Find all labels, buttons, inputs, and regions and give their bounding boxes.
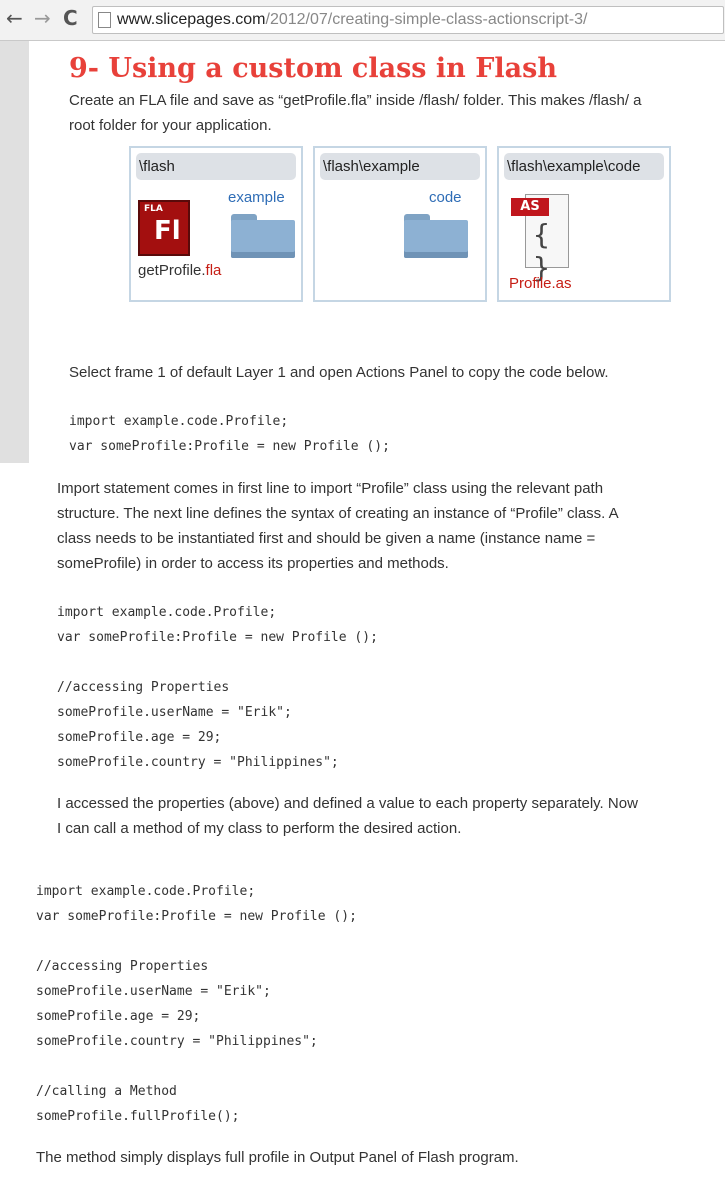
- code-line: import example.code.Profile;: [57, 605, 277, 620]
- subfolder-label: example: [228, 189, 285, 206]
- code-line: //accessing Properties: [57, 680, 230, 695]
- folder-panel-code: [497, 146, 671, 302]
- code-line: var someProfile:Profile = new Profile ();: [69, 439, 390, 454]
- closing-text: The method simply displays full profile in Output Panel of Flash program.: [36, 1149, 519, 1166]
- code-line: [36, 929, 357, 954]
- code-line: someProfile.age = 29;: [36, 1009, 201, 1024]
- url-host: www.slicepages.com: [117, 11, 266, 28]
- address-bar[interactable]: [92, 6, 724, 34]
- code-line: someProfile.country = "Philippines";: [57, 755, 339, 770]
- section-heading: 9- Using a custom class in Flash: [69, 53, 557, 84]
- code-line: [36, 1054, 357, 1079]
- folder-icon: [404, 214, 468, 258]
- page-icon: [98, 12, 111, 28]
- code-line: //accessing Properties: [36, 959, 209, 974]
- folder-panel-title: \flash\example: [320, 153, 480, 180]
- code-line: import example.code.Profile;: [36, 884, 256, 899]
- as-file-icon: AS { }: [511, 194, 571, 268]
- code-line: var someProfile:Profile = new Profile ();: [57, 630, 378, 645]
- code-block-2: [57, 600, 378, 775]
- url-text[interactable]: [117, 11, 587, 29]
- forward-icon[interactable]: →: [34, 6, 51, 30]
- step-instruction: Select frame 1 of default Layer 1 and open Actions Panel to copy the code below.: [69, 364, 609, 381]
- folder-icon: [231, 214, 295, 258]
- explanation-paragraph: Import statement comes in first line to import “Profile” class using the relevant path structure. The next line defines the syntax of creating an instance of “Profile” class. A class needs to be instantiated first and should be given a name (instance name = someProfile) in order to access its properties and methods.: [57, 480, 619, 572]
- code-block-1: [69, 409, 390, 459]
- code-line: var someProfile:Profile = new Profile ();: [36, 909, 357, 924]
- folder-panel-title: \flash: [136, 153, 296, 180]
- left-gutter: [0, 41, 29, 463]
- properties-paragraph: I accessed the properties (above) and defined a value to each property separately. Now I can call a method of my class to perform the desired action.: [57, 795, 638, 837]
- code-line: import example.code.Profile;: [69, 414, 289, 429]
- subfolder-label: code: [429, 189, 462, 206]
- code-line: [57, 650, 378, 675]
- code-line: someProfile.age = 29;: [57, 730, 222, 745]
- fla-file-name: getProfile.fla: [138, 262, 222, 279]
- folder-panel-example: [313, 146, 487, 302]
- browser-toolbar: [0, 0, 725, 41]
- code-line: someProfile.fullProfile();: [36, 1109, 240, 1124]
- back-icon[interactable]: ←: [6, 6, 23, 30]
- intro-line-1: Create an FLA file and save as “getProfile.fla” inside /flash/ folder. This makes /flash/ a: [69, 92, 642, 109]
- code-line: someProfile.userName = "Erik";: [57, 705, 292, 720]
- code-block-3: [36, 879, 357, 1129]
- reload-icon[interactable]: C: [63, 6, 78, 30]
- fla-file-icon: FLA Fl: [138, 200, 190, 256]
- url-path: /2012/07/creating-simple-class-actionscript-3/: [265, 11, 588, 28]
- as-file-name: Profile.as: [509, 275, 572, 292]
- intro-line-2: root folder for your application.: [69, 117, 272, 134]
- code-line: someProfile.userName = "Erik";: [36, 984, 271, 999]
- code-line: someProfile.country = "Philippines";: [36, 1034, 318, 1049]
- folder-panel-title: \flash\example\code: [504, 153, 664, 180]
- code-line: //calling a Method: [36, 1084, 177, 1099]
- folder-panel-flash: [129, 146, 303, 302]
